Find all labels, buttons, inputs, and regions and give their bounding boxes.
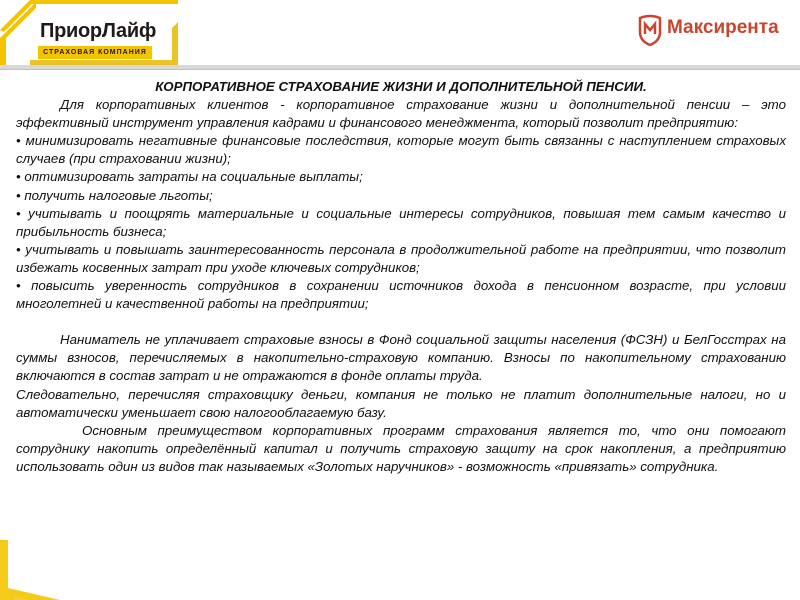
maxirenta-logo (637, 14, 797, 50)
header-divider (0, 65, 800, 70)
priorlife-name: ПриорЛайф (40, 20, 157, 42)
priorlife-tagline: СТРАХОВАЯ КОМПАНИЯ (38, 46, 152, 59)
paragraph-gap (16, 313, 786, 331)
paragraph-employer: Наниматель не уплачивает страховые взносы в Фонд социальной защиты населения (ФСЗН) и БелГосстрах на суммы взносов, перечисляемых в накопительно-страховую компанию. Взносы по накопительному страхованию включаются в состав затрат и не отражаются в фонде оплаты труда. (16, 332, 786, 384)
document-title: КОРПОРАТИВНОЕ СТРАХОВАНИЕ ЖИЗНИ И ДОПОЛНИТЕЛЬНОЙ ПЕНСИИ. (155, 79, 647, 94)
bullet-item: • повысить уверенность сотрудников в сохранении источников дохода в пенсионном возрасте, при условии многолетней и качественной работы на предприятии; (16, 278, 786, 312)
intro-paragraph: Для корпоративных клиентов - корпоративное страхование жизни и дополнительной пенсии – это эффективный инструмент управления кадрами и финансового менеджмента, который позволит предприятию: (16, 97, 786, 131)
maxirenta-name: Максирента (667, 17, 779, 38)
bullet-item: • учитывать и повышать заинтересованность персонала в продолжительной работе на предприятии, что позволит избежать косвенных затрат при уходе ключевых сотрудников; (16, 241, 786, 275)
paragraph-consequently: Следовательно, перечисляя страховщику деньги, компания не только не платит дополнительные налоги, но и автоматически уменьшает свою налогооблагаемую базу. (16, 386, 786, 420)
bullet-item: • оптимизировать затраты на социальные выплаты; (16, 169, 363, 185)
bullet-item: • учитывать и поощрять материальные и социальные интересы сотрудников, повышая тем самым качество и прибыльность бизнеса; (16, 205, 786, 239)
bullet-item: • получить налоговые льготы; (16, 187, 213, 203)
bullet-item: • минимизировать негативные финансовые последствия, которые могут быть связанны с наступлением страховых случаев (при страховании жизни); (16, 133, 786, 167)
maxirenta-logo-icon (637, 14, 663, 46)
priorlife-logo (0, 0, 180, 70)
document-body (16, 78, 786, 476)
paragraph-advantage: Основным преимуществом корпоративных программ страхования является то, что они помогают сотруднику накопить определённый капитал и получить страховую защиту на срок накопления, а предприятию использовать один из видов так называемых «Золотых наручников» - возможность «привязать» сотрудника. (16, 422, 786, 474)
corner-decoration (0, 540, 120, 600)
